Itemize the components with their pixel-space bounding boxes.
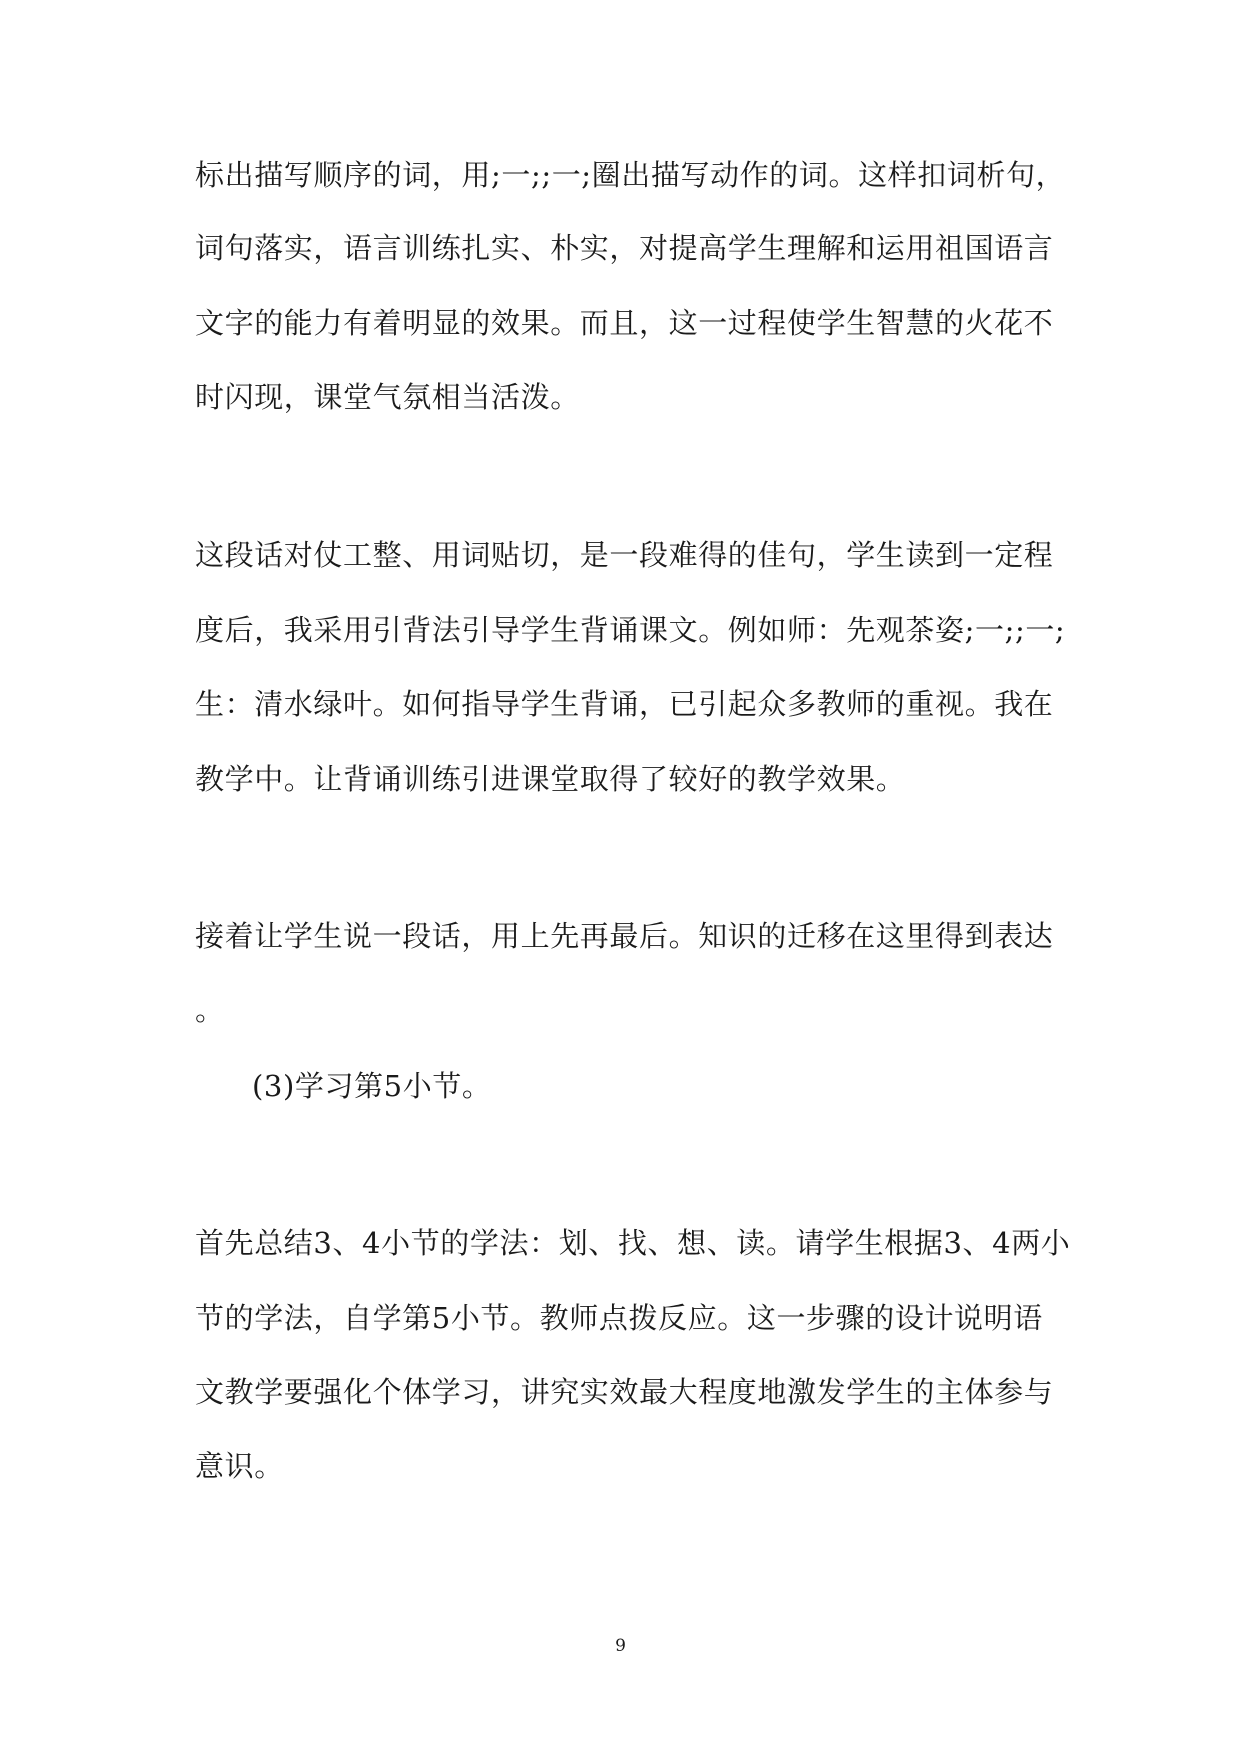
page-number: 9 [615, 1636, 626, 1656]
text-line: 文字的能力有着明显的效果。而且，这一过程使学生智慧的火花不 [195, 306, 1054, 340]
text-line: 标出描写顺序的词，用;一;;一;圈出描写动作的词。这样扣词析句， [195, 158, 1066, 192]
text-line: 教学中。让背诵训练引进课堂取得了较好的教学效果。 [195, 762, 906, 796]
text-line: 生：清水绿叶。如何指导学生背诵，已引起众多教师的重视。我在 [195, 687, 1054, 721]
text-line: 文教学要强化个体学习，讲究实效最大程度地激发学生的主体参与 [195, 1375, 1054, 1409]
text-line: 度后，我采用引背法引导学生背诵课文。例如师：先观茶姿;一;;一; [195, 613, 1066, 647]
text-line: 接着让学生说一段话，用上先再最后。知识的迁移在这里得到表达 [195, 919, 1054, 953]
text-line: 首先总结3、4小节的学法：划、找、想、读。请学生根据3、4两小 [195, 1226, 1071, 1260]
text-line: 。 [195, 993, 225, 1027]
text-line: 意识。 [195, 1449, 284, 1483]
text-line: 这段话对仗工整、用词贴切，是一段难得的佳句，学生读到一定程 [195, 538, 1054, 572]
text-line: 节的学法，自学第5小节。教师点拨反应。这一步骤的设计说明语 [195, 1301, 1043, 1335]
text-line: 词句落实，语言训练扎实、朴实，对提高学生理解和运用祖国语言 [195, 231, 1054, 265]
text-line: (3)学习第5小节。 [252, 1069, 492, 1103]
text-line: 时闪现，课堂气氛相当活泼。 [195, 380, 580, 414]
